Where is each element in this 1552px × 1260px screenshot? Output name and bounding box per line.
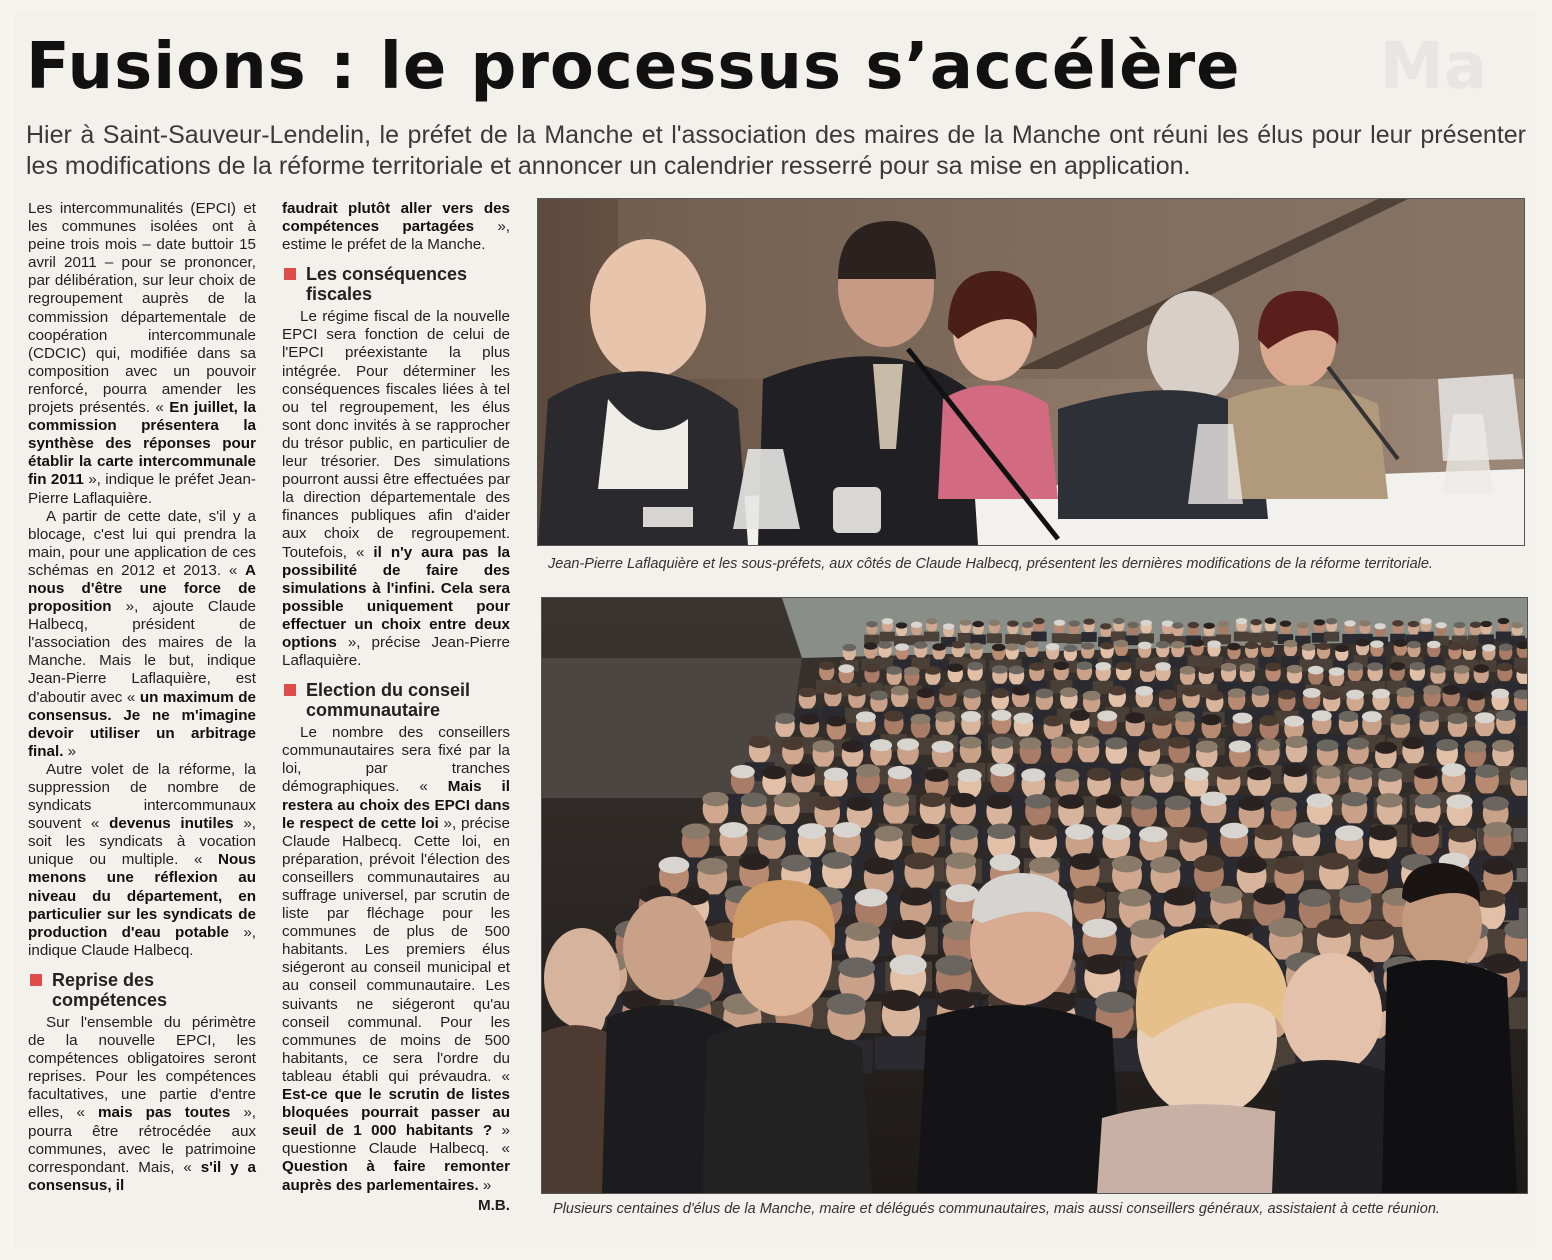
photo-audience-illustration	[542, 598, 1527, 1193]
photo-caption: Plusieurs centaines d'élus de la Manche, maire et délégués communautaires, mais aussi conseillers généraux, assistaient à cette réunion.	[553, 1201, 1440, 1217]
photo-officials-illustration	[538, 199, 1524, 545]
adjacent-article-bleed: Ma	[1380, 30, 1487, 104]
standfirst: Hier à Saint-Sauveur-Lendelin, le préfet de la Manche et l'association des maires de la Manche ont réuni les élus pour leur présenter les modifications de la réforme territoriale et annoncer un calendrier resserré pour sa mise en application.	[26, 121, 1526, 180]
article-column-2	[282, 200, 510, 1215]
subheading: Les conséquences fiscales	[282, 264, 510, 304]
paragraph: Le régime fiscal de la nouvelle EPCI sera fonction de celui de l'EPCI préexistante la plus intégrée. Pour déterminer les conséquences fiscales liées à tel ou tel regroupement, les élus sont donc invités à se rapprocher du trésor public, en particulier de leur trésorier. Des simulations pourront aussi être effectuées par la direction départementale des finances publiques afin d'aider aux choix de regroupement. Toutefois, « il n'y aura pas la possibilité de faire des simulations à l'infini. Cela sera possible uniquement pour effectuer un choix entre deux options », précise Jean-Pierre Laflaquière.	[282, 308, 510, 670]
paragraph: A partir de cette date, s'il y a blocage, c'est lui qui prendra la main, pour une application de ces schémas en 2012 et 2013. « A nous d'être une force de proposition », ajoute Claude Halbecq, président de l'association des maires de la Manche. Mais le but, indique Jean-Pierre Laflaquière, est d'aboutir avec « un maximum de consensus. Je ne m'imagine devoir utiliser un arbitrage final. »	[28, 507, 256, 760]
paragraph: Autre volet de la réforme, la suppression de nombre de syndicats intercommunaux souvent « devenus inutiles », soit les syndicats à vocation unique ou multiple. « Nous menons une réflexion au niveau du département, en particulier sur les syndicats de production d'eau potable », indique Claude Halbecq.	[28, 760, 257, 959]
red-square-bullet-icon	[284, 684, 296, 696]
paragraph: Le nombre des conseillers communautaires sera fixé par la loi, par tranches démographiques. « Mais il restera au choix des EPCI dans le respect de cette loi », précise Claude Halbecq. Cette loi, en préparation, prévoit l'élection des conseillers communautaires au suffrage universel, par scrutin de liste par fléchage pour les communes de plus de 500 habitants. Les premiers élus siégeront au conseil municipal et au conseil communautaire. Les suivants ne siégeront qu'au conseil communal. Pour les communes de moins de 500 habitants, ce sera l'ordre du tableau établi qui prévaudra. « Est-ce que le scrutin de listes bloquées pourrait passer au seuil de 1 000 habitants ? » questionne Claude Halbecq. « Question à faire remonter auprès des parlementaires. »	[282, 724, 510, 1194]
article-column-1	[28, 200, 256, 1195]
subheading: Election du conseil communautaire	[282, 680, 510, 720]
photo-audience	[541, 597, 1528, 1194]
photo-caption: Jean-Pierre Laflaquière et les sous-préfets, aux côtés de Claude Halbecq, présentent les dernières modifications de la réforme territoriale.	[548, 556, 1433, 572]
photo-officials-panel	[537, 198, 1525, 546]
red-square-bullet-icon	[284, 268, 296, 280]
red-square-bullet-icon	[30, 974, 42, 986]
headline: Fusions : le processus s’accélère	[26, 30, 1241, 104]
author-signature: M.B.	[477, 1196, 510, 1214]
paragraph: Sur l'ensemble du périmètre de la nouvelle EPCI, les compétences obligatoires seront reprises. Pour les compétences facultatives, une partie d'entre elles, « mais pas toutes », pourra être rétrocédée aux communes, avec le patrimoine correspondant. Mais, « s'il y a consensus, il	[28, 1013, 257, 1194]
paragraph: faudrait plutôt aller vers des compétences partagées », estime le préfet de la Manche.	[282, 200, 510, 254]
paragraph: Les intercommunalités (EPCI) et les communes isolées ont à peine trois mois – date buttoir 15 avril 2011 – pour se prononcer, par délibération, sur leur choix de regroupement auprès de la commission départementale de coopération intercommunale (CDCIC) qui, modifiée dans sa composition avec un pouvoir renforcé, pourra amender les projets présentés. « En juillet, la commission présentera la synthèse des réponses pour établir la carte intercommunale fin 2011 », indique le préfet Jean-Pierre Laflaquière.	[28, 200, 256, 507]
subheading: Reprise des compétences	[28, 970, 256, 1010]
